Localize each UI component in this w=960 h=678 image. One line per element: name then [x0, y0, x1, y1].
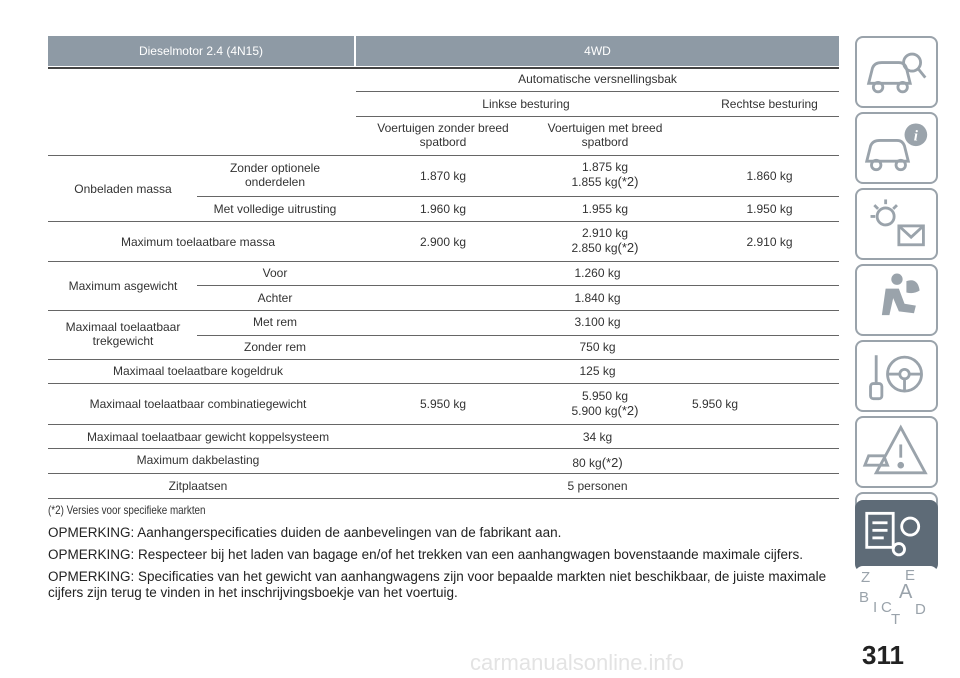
breakdown-triangle-icon — [857, 418, 936, 486]
axle-rear-value: 1.840 kg — [574, 291, 621, 305]
rule — [48, 310, 839, 311]
footnote-mark: (*2) — [617, 240, 639, 255]
unladen-row1-wide-a: 1.875 kg — [581, 160, 629, 174]
max-mass-label: Maximum toelaatbare massa — [120, 235, 276, 249]
rule — [197, 285, 839, 286]
car-info-icon — [857, 114, 936, 182]
ball-label: Maximaal toelaatbare kogeldruk — [112, 364, 284, 378]
rule — [356, 91, 839, 92]
value-text: 80 kg — [572, 456, 602, 470]
unladen-row1-label: Zonder optionele onderdelen — [229, 161, 321, 189]
coupling-label: Maximaal toelaatbaar gewicht koppelsysteem — [86, 430, 330, 444]
svg-text:i: i — [913, 128, 918, 145]
key-steering-icon — [857, 342, 936, 410]
towing-label: Maximaal toelaatbaar trekgewicht — [65, 320, 181, 348]
value-text: 2.850 kg — [571, 241, 618, 255]
rule — [48, 383, 839, 384]
unladen-row1-right: 1.860 kg — [746, 169, 793, 183]
note-1: OPMERKING: Aanhangerspecificaties duiden de aanbevelingen van de fabrikant aan. — [48, 525, 562, 540]
note-3: OPMERKING: Specificaties van het gewicht van aanhangwagens zijn voor bepaalde markten niet beschikbaar, de juiste maximale cijfers zijn terug te vinden in het inschrijvingsboekje van het voertuig. — [48, 569, 827, 600]
towing-brake-value: 3.100 kg — [574, 315, 621, 329]
warning-lights-icon — [857, 190, 936, 258]
sidebar-tile-specs[interactable] — [855, 500, 938, 572]
footnote-mark: (*2) — [617, 174, 639, 189]
unladen-row2-narrow: 1.960 kg — [419, 202, 467, 216]
unladen-label: Onbeladen massa — [74, 182, 172, 196]
rule — [48, 448, 839, 449]
value-text: 5.900 kg — [571, 404, 618, 418]
unladen-row2-wide: 1.955 kg — [581, 202, 629, 216]
sidebar-tile-breakdown[interactable] — [855, 416, 938, 488]
rule — [48, 359, 839, 360]
rule — [48, 221, 839, 222]
unladen-row2-right: 1.950 kg — [746, 202, 793, 216]
footnote-mark: (*2) — [617, 403, 639, 418]
table-header-engine: Dieselmotor 2.4 (4N15) — [48, 36, 354, 66]
index-letter: E — [905, 567, 916, 584]
specs-gear-icon — [857, 502, 936, 570]
towing-nobrake-value: 750 kg — [579, 340, 616, 354]
seats-value: 5 personen — [567, 479, 628, 493]
sidebar-tile-car-info[interactable] — [855, 112, 938, 184]
ball-value: 125 kg — [579, 364, 616, 378]
sidebar-tile-key-steering[interactable] — [855, 340, 938, 412]
value-text: 1.855 kg — [571, 175, 618, 189]
rule — [197, 335, 839, 336]
sidebar-tile-warning-lights[interactable] — [855, 188, 938, 260]
watermark: carmanualsonline.info — [470, 650, 685, 675]
combined-narrow: 5.950 kg — [419, 397, 467, 411]
rule — [48, 261, 839, 262]
narrow-fender-label: Voertuigen zonder breed spatbord — [377, 121, 509, 149]
rule — [356, 116, 839, 117]
index-letter: A — [899, 581, 913, 603]
combined-label: Maximaal toelaatbaar combinatiegewicht — [89, 397, 307, 411]
max-mass-wide-b — [530, 241, 680, 255]
unladen-row2-label: Met volledige uitrusting — [213, 202, 337, 216]
max-mass-narrow: 2.900 kg — [419, 235, 467, 249]
right-drive-label: Rechtse besturing — [721, 97, 818, 111]
index-letter: T — [891, 611, 901, 626]
rule — [48, 67, 839, 69]
sidebar-tile-index[interactable] — [855, 566, 938, 626]
footnote: (*2) Versies voor specifieke markten — [48, 503, 206, 517]
sidebar-tile-car-search[interactable] — [855, 36, 938, 108]
combined-wide-a: 5.950 kg — [581, 389, 629, 403]
rule — [48, 155, 839, 156]
index-letter: I — [873, 599, 878, 616]
index-letters-icon — [855, 566, 938, 626]
rule — [197, 196, 839, 197]
axle-rear-label: Achter — [257, 291, 293, 305]
axle-front-label: Voor — [262, 266, 288, 280]
index-letter: B — [859, 589, 870, 606]
airbag-seat-icon — [857, 266, 936, 334]
page-number: 311 — [862, 640, 904, 670]
roof-label: Maximum dakbelasting — [136, 453, 260, 467]
unladen-row1-narrow: 1.870 kg — [419, 169, 467, 183]
car-search-icon — [857, 38, 936, 106]
rule — [48, 424, 839, 425]
rule — [48, 473, 839, 474]
index-letter: Z — [861, 569, 871, 586]
footnote-mark: (*2) — [601, 455, 623, 470]
towing-nobrake-label: Zonder rem — [243, 340, 307, 354]
combined-right: 5.950 kg — [691, 397, 739, 411]
towing-brake-label: Met rem — [252, 315, 297, 329]
wide-fender-label: Voertuigen met breed spatbord — [547, 121, 663, 149]
transmission-label: Automatische versnellingsbak — [518, 72, 677, 86]
left-drive-label: Linkse besturing — [482, 97, 570, 111]
coupling-value: 34 kg — [582, 430, 613, 444]
axle-label: Maximum asgewicht — [68, 279, 178, 293]
unladen-row1-wide-b — [530, 175, 680, 189]
max-mass-right: 2.910 kg — [746, 235, 793, 249]
table-header-drive: 4WD — [356, 36, 839, 66]
axle-front-value: 1.260 kg — [574, 266, 621, 280]
index-letter: C — [881, 599, 892, 616]
max-mass-wide-a: 2.910 kg — [581, 226, 629, 240]
roof-value — [356, 456, 839, 470]
sidebar-tile-airbag-seat[interactable] — [855, 264, 938, 336]
seats-label: Zitplaatsen — [168, 479, 228, 493]
rule — [48, 498, 839, 499]
note-2: OPMERKING: Respecteer bij het laden van bagage en/of het trekken van een aanhangwagen bovenstaande maximale cijfers. — [48, 547, 803, 562]
index-letter: D — [915, 601, 926, 618]
